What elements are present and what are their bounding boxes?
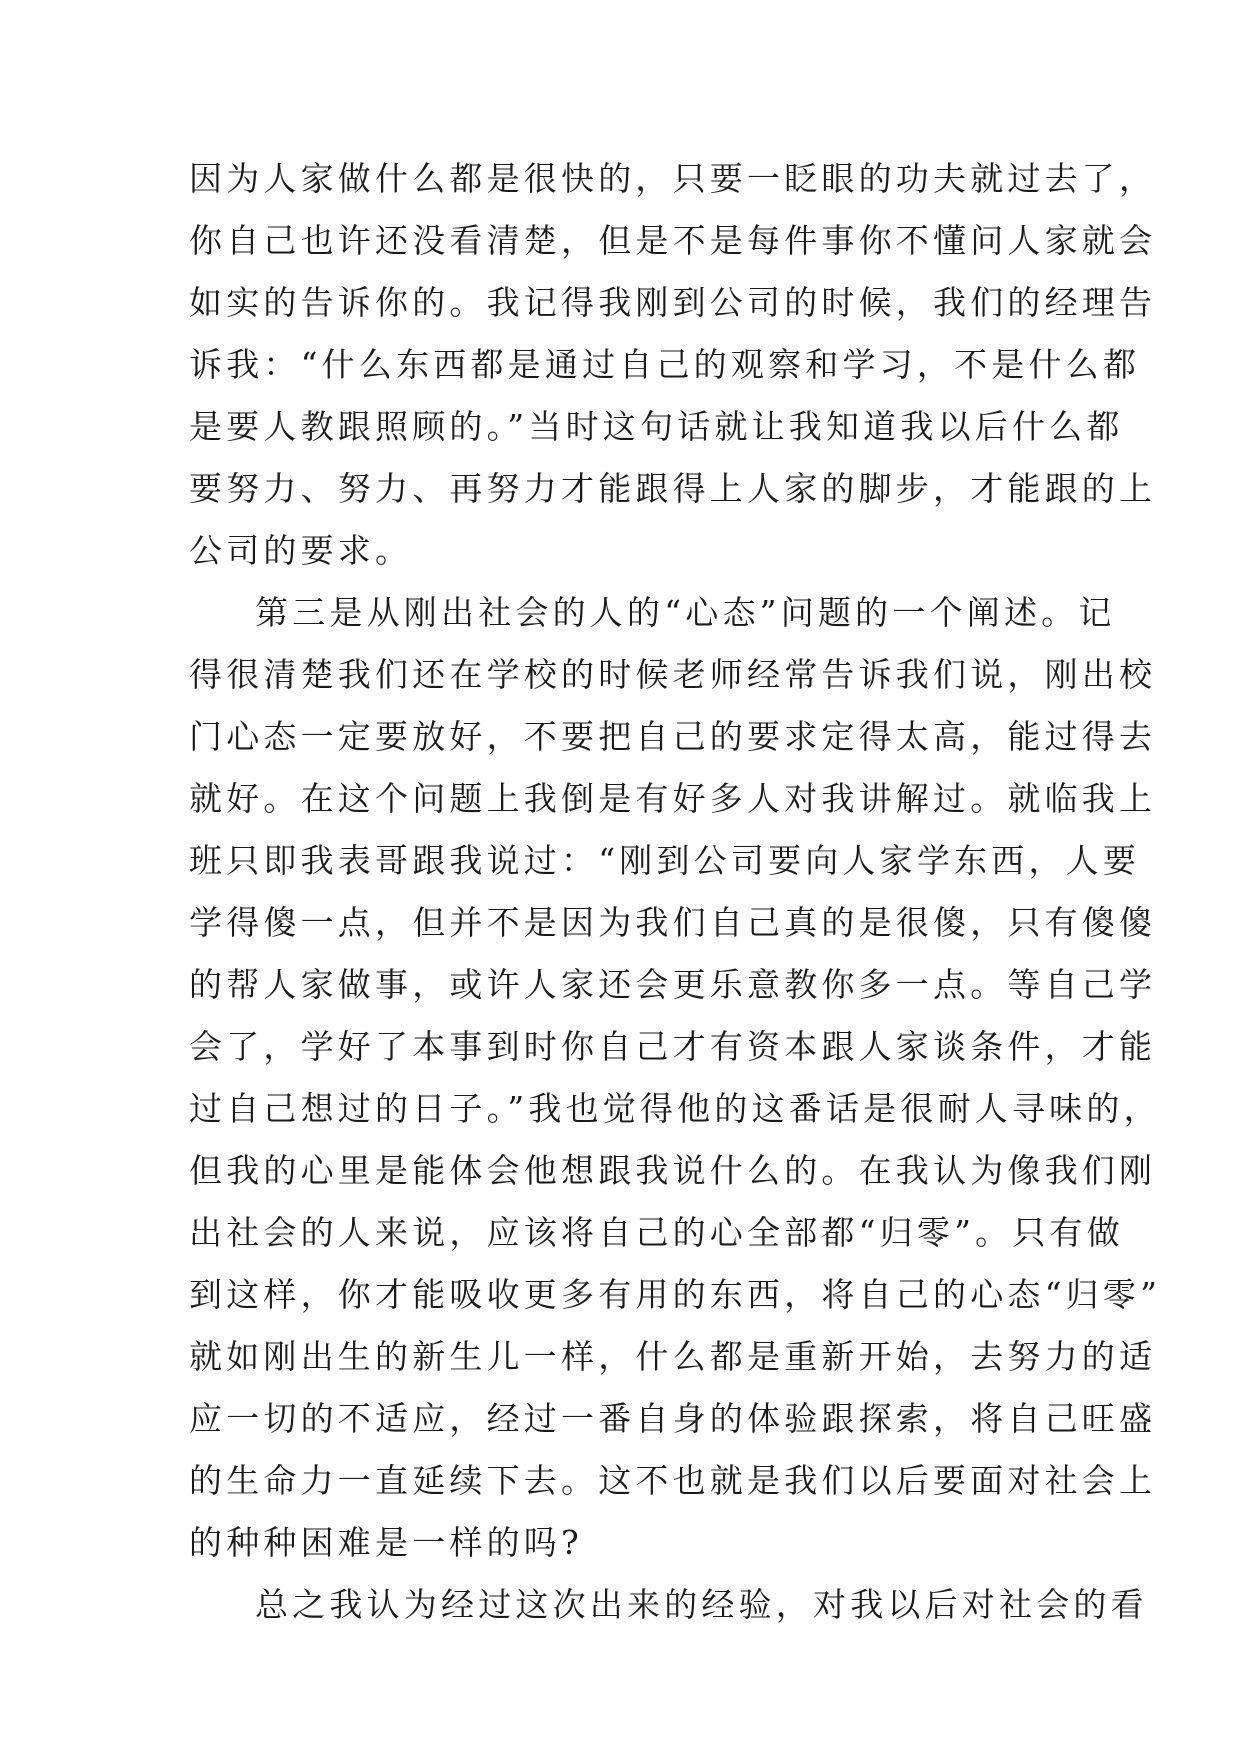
text-line: 诉我：“什么东西都是通过自己的观察和学习，不是什么都 bbox=[189, 345, 1141, 384]
text-line: 过自己想过的日子。”我也觉得他的这番话是很耐人寻味的， bbox=[189, 1089, 1161, 1128]
text-line: 班只即我表哥跟我说过：“刚到公司要向人家学东西，人要 bbox=[189, 841, 1141, 880]
text-line: 因为人家做什么都是很快的，只要一眨眼的功夫就过去了， bbox=[189, 159, 1157, 198]
text-line: 得很清楚我们还在学校的时候老师经常告诉我们说，刚出校 bbox=[189, 655, 1157, 694]
text-line: 的生命力一直延续下去。这不也就是我们以后要面对社会上 bbox=[189, 1461, 1157, 1500]
text-line: 门心态一定要放好，不要把自己的要求定得太高，能过得去 bbox=[189, 717, 1157, 756]
text-line: 但我的心里是能体会他想跟我说什么的。在我认为像我们刚 bbox=[189, 1151, 1157, 1190]
text-line: 出社会的人来说，应该将自己的心全部都“归零”。只有做 bbox=[189, 1213, 1124, 1252]
text-line: 你自己也许还没看清楚，但是不是每件事你不懂问人家就会 bbox=[189, 221, 1157, 260]
text-line: 的帮人家做事，或许人家还会更乐意教你多一点。等自己学 bbox=[189, 965, 1157, 1004]
text-line: 就好。在这个问题上我倒是有好多人对我讲解过。就临我上 bbox=[189, 779, 1157, 818]
text-line: 是要人教跟照顾的。”当时这句话就让我知道我以后什么都 bbox=[189, 407, 1124, 446]
text-line: 到这样，你才能吸收更多有用的东西，将自己的心态“归零” bbox=[189, 1275, 1162, 1314]
paragraph-first-line: 第三是从刚出社会的人的“心态”问题的一个阐述。记 bbox=[255, 593, 1116, 632]
text-line: 的种种困难是一样的吗? bbox=[189, 1523, 583, 1562]
text-line: 学得傻一点，但并不是因为我们自己真的是很傻，只有傻傻 bbox=[189, 903, 1157, 942]
text-line: 应一切的不适应，经过一番自身的体验跟探索，将自己旺盛 bbox=[189, 1399, 1157, 1438]
text-line: 如实的告诉你的。我记得我刚到公司的时候，我们的经理告 bbox=[189, 283, 1157, 322]
document-body-text bbox=[189, 148, 1162, 1636]
text-line: 会了，学好了本事到时你自己才有资本跟人家谈条件，才能 bbox=[189, 1027, 1157, 1066]
text-line: 就如刚出生的新生儿一样，什么都是重新开始，去努力的适 bbox=[189, 1337, 1157, 1376]
text-line: 公司的要求。 bbox=[189, 531, 413, 570]
text-line: 要努力、努力、再努力才能跟得上人家的脚步，才能跟的上 bbox=[189, 469, 1157, 508]
paragraph-first-line: 总之我认为经过这次出来的经验，对我以后对社会的看 bbox=[255, 1585, 1148, 1624]
